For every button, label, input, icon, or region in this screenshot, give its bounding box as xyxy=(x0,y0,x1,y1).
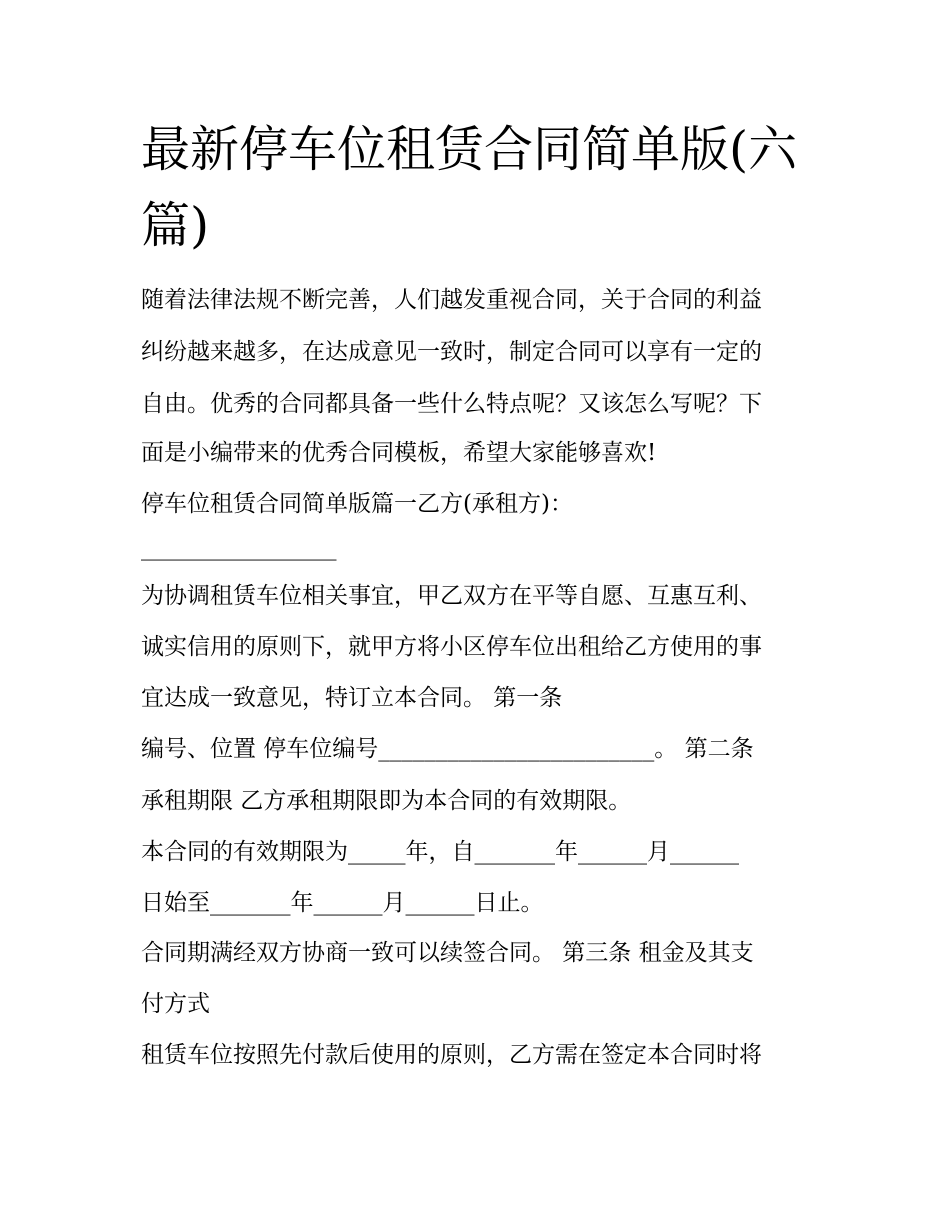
body-line: 面是小编带来的优秀合同模板，希望大家能够喜欢! xyxy=(141,440,657,466)
body-line: 付方式 xyxy=(141,991,210,1017)
body-line: 合同期满经双方协商一致可以续签合同。 第三条 租金及其支 xyxy=(141,940,754,966)
body-line: 日始至_______年______月______日止。 xyxy=(141,890,544,916)
body-line: 停车位租赁合同简单版篇一乙方(承租方)： xyxy=(141,491,573,517)
body-line: 承租期限 乙方承租期限即为本合同的有效期限。 xyxy=(141,788,632,814)
body-line: 编号、位置 停车位编号________________________。 第二条 xyxy=(141,736,754,762)
body-line: 自由。优秀的合同都具备一些什么特点呢？又该怎么写呢？下 xyxy=(141,391,762,417)
blank-line: _________________ xyxy=(141,535,337,561)
body-line: 纠纷越来越多，在达成意见一致时，制定合同可以享有一定的 xyxy=(141,339,762,365)
body-line: 为协调租赁车位相关事宜，甲乙双方在平等自愿、互惠互利、 xyxy=(141,583,762,609)
body-line: 本合同的有效期限为_____年，自_______年______月______ xyxy=(141,839,739,865)
body-line: 宜达成一致意见，特订立本合同。 第一条 xyxy=(141,685,563,711)
body-line: 诚实信用的原则下，就甲方将小区停车位出租给乙方使用的事 xyxy=(141,634,762,660)
body-line: 租赁车位按照先付款后使用的原则，乙方需在签定本合同时将 xyxy=(141,1042,762,1068)
body-line: 随着法律法规不断完善，人们越发重视合同，关于合同的利益 xyxy=(141,287,762,313)
page-title: 最新停车位租赁合同简单版(六篇) xyxy=(141,121,798,254)
